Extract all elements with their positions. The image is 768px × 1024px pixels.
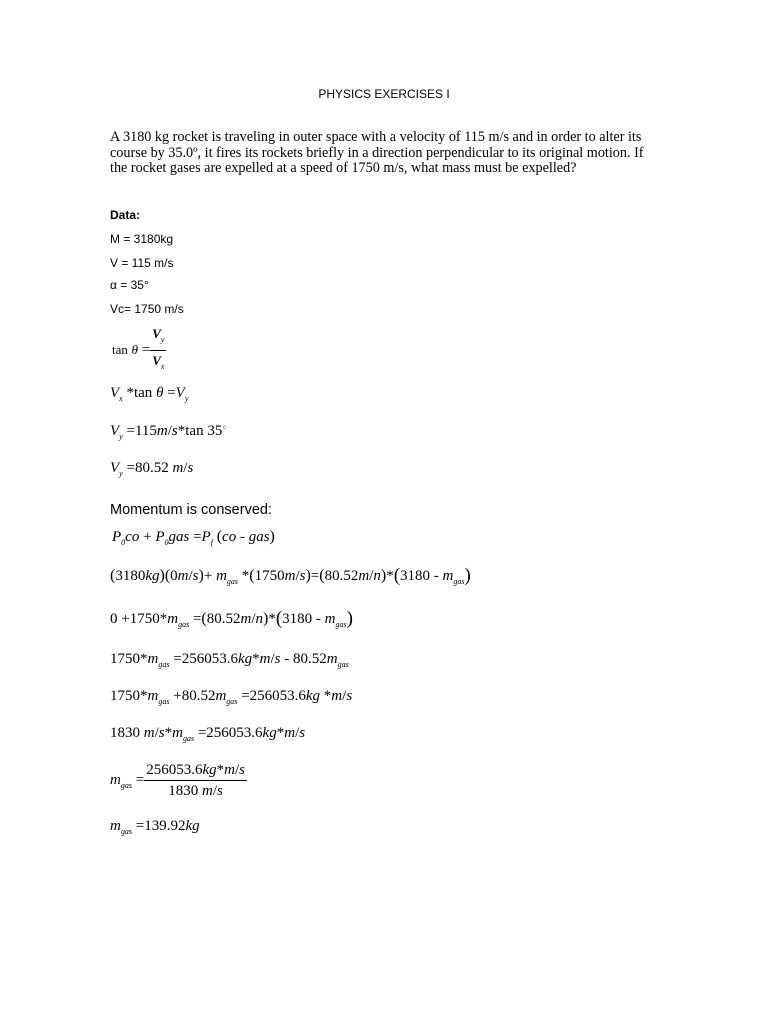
- equation-vy-result: $V_y =80.52$ m/s: [110, 460, 194, 478]
- data-item-angle: α = 35°: [110, 278, 149, 292]
- equation-vy-relation: $V_x$ *tan $\theta =V_y$: [110, 385, 189, 403]
- data-item-velocity: V = 115 m/s: [110, 256, 174, 270]
- equation-expand: $1750*m_{gas} =256053.6kg*m/s - 80.52m_{gas}$: [110, 651, 349, 669]
- equation-momentum-conservation: $P_0co + P_0gas =P_f$ (co - gas): [112, 528, 275, 547]
- page-title: PHYSICS EXERCISES I: [318, 87, 450, 101]
- equation-tan-definition: tan θ = $\frac{V_y}{V_x}$: [112, 326, 165, 371]
- equation-final-answer: $m_{gas} =139.92kg$: [110, 818, 200, 836]
- data-item-mass: M = 3180kg: [110, 232, 174, 246]
- equation-vy-substitution: $V_y =115m/s*\tan$ 35○: [110, 423, 227, 441]
- equation-mass-fraction: $m_{gas}$ = $\frac{256053.6kg*m/s}{1830 m/s}$: [110, 762, 245, 799]
- momentum-heading: Momentum is conserved:: [110, 502, 272, 518]
- data-item-gas-speed: Vc= 1750 m/s: [110, 302, 184, 316]
- data-heading: Data:: [110, 208, 141, 222]
- problem-text: A 3180 kg rocket is traveling in outer space with a velocity of 115 m/s and in order to alter its course by 35.0º, it fires its rockets briefly in a direction perpendicular to its original motion. If the rocket gases are expelled at a speed of 1750 m/s, what mass must be expelled?: [110, 129, 644, 176]
- equation-collect-terms: $1750*m_{gas} +80.52m_{gas} =256053.6kg$ *m/s: [110, 688, 353, 706]
- equation-combined: 1830 $m/s*m_{gas} =256053.6kg*m/s$: [110, 725, 306, 743]
- equation-momentum-substitution: $(3180kg)(0m/s)+ m_{gas}$ $*(1750m/s)=(80.52m/n)*(3180 - m_{gas})$: [110, 565, 471, 586]
- equation-momentum-simplified: $0 +1750*m_{gas} =(80.52m/n)*(3180 - m_{gas})$: [110, 608, 353, 629]
